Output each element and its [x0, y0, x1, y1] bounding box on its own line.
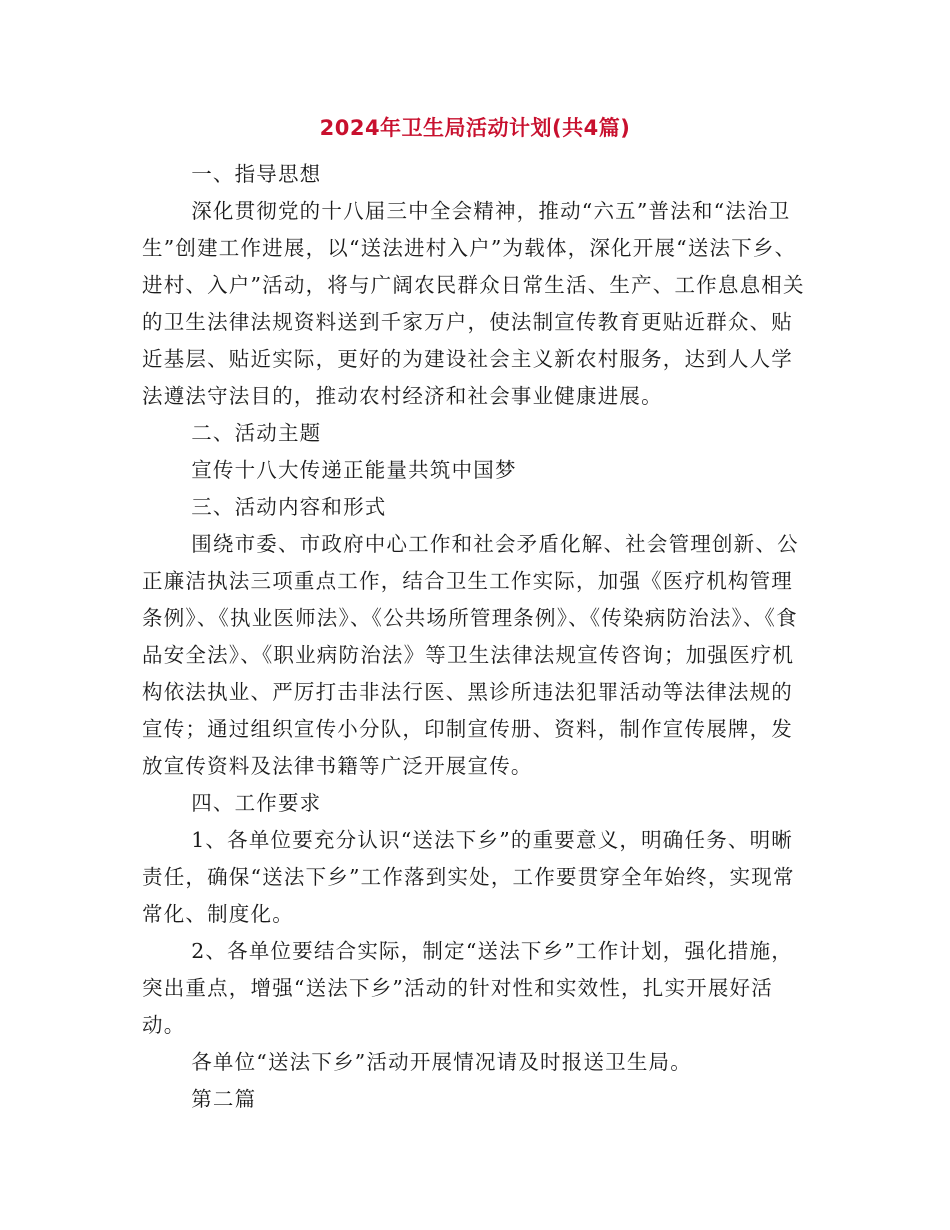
paragraph-guiding-ideology: 深化贯彻党的十八届三中全会精神，推动“六五”普法和“法治卫生”创建工作进展，以“送法进村入户”为载体，深化开展“送法下乡、进村、入户”活动，将与广阔农民群众日常生活、生产、工作息息相关的卫生法律法规资料送到千家万户，使法制宣传教育更贴近群众、贴近基层、贴近实际，更好的为建设社会主义新农村服务，达到人人学法遵法守法目的，推动农村经济和社会事业健康进展。 [142, 199, 805, 408]
document-body [142, 156, 808, 1118]
heading-second-article: 第二篇 [191, 1087, 257, 1111]
paragraph-report-notice: 各单位“送法下乡”活动开展情况请及时报送卫生局。 [191, 1050, 692, 1074]
document-title: 2024年卫生局活动计划(共4篇) [319, 116, 631, 140]
heading-work-requirements: 四、工作要求 [191, 791, 322, 815]
heading-activity-content: 三、活动内容和形式 [191, 495, 387, 519]
paragraph-activity-content: 围绕市委、市政府中心工作和社会矛盾化解、社会管理创新、公正廉洁执法三项重点工作，结合卫生工作实际，加强《医疗机构管理条例》、《执业医师法》、《公共场所管理条例》、《传染病防治法》、《食品安全法》、《职业病防治法》等卫生法律法规宣传咨询；加强医疗机构依法执业、严厉打击非法行医、黑诊所违法犯罪活动等法律法规的宣传；通过组织宣传小分队，印制宣传册、资料，制作宣传展牌，发放宣传资料及法律书籍等广泛开展宣传。 [142, 532, 799, 778]
paragraph-requirement-1: 1、各单位要充分认识“送法下乡”的重要意义，明确任务、明晰责任，确保“送法下乡”工作落到实处，工作要贯穿全年始终，实现常常化、制度化。 [142, 828, 795, 926]
paragraph-activity-theme: 宣传十八大传递正能量共筑中国梦 [191, 458, 517, 482]
heading-guiding-ideology: 一、指导思想 [191, 162, 322, 186]
heading-activity-theme: 二、活动主题 [191, 421, 322, 445]
paragraph-requirement-2: 2、各单位要结合实际，制定“送法下乡”工作计划，强化措施，突出重点，增强“送法下乡”活动的针对性和实效性，扎实开展好活动。 [142, 939, 793, 1037]
